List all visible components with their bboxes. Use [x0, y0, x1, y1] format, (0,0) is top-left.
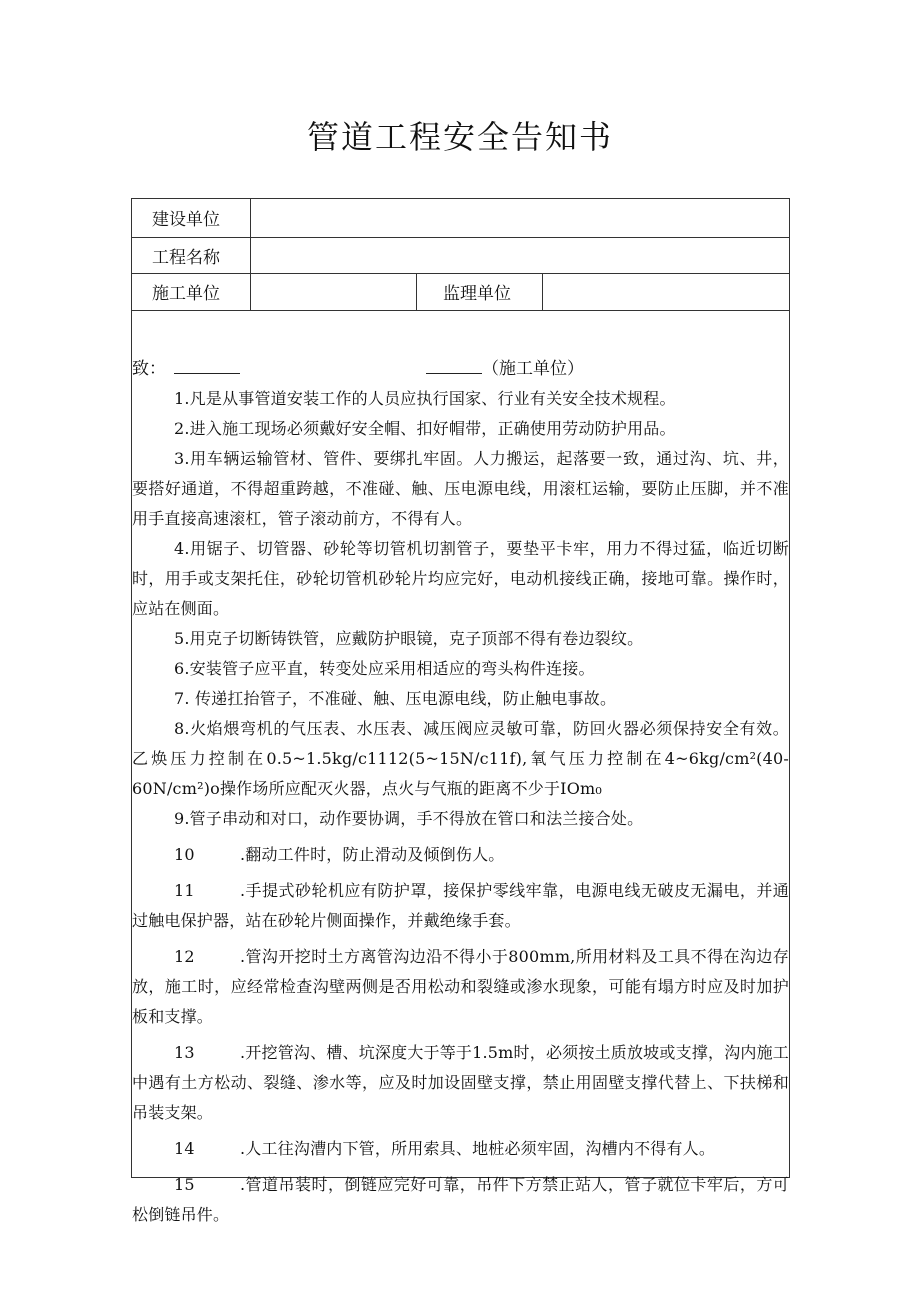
- list-item: 7. 传递扛抬管子，不准碰、触、压电源电线，防止触电事故。: [174, 689, 617, 708]
- addressee-suffix: （施工单位）: [482, 359, 584, 379]
- item-text: .管道吊装时，倒链应完好可靠，吊件下方禁止站人，管子就位卡牢后，方可松倒链吊件。: [132, 1175, 789, 1224]
- item-text: .人工往沟漕内下管，所用索具、地桩必须牢固，沟槽内不得有人。: [240, 1139, 716, 1158]
- list-item: [132, 1134, 789, 1164]
- row-construction-unit: [132, 199, 789, 238]
- notice-body: [132, 310, 789, 1224]
- list-item: 2.进入施工现场必须戴好安全帽、扣好帽带，正确使用劳动防护用品。: [174, 419, 676, 438]
- list-item: [132, 1038, 789, 1128]
- addressee-line: [132, 354, 584, 379]
- construction-unit-field[interactable]: [251, 199, 789, 237]
- item-text: .管沟开挖时土方离管沟边沿不得小于800mm,所用材料及工具不得在沟边存放，施工时，应经常检查沟壁两侧是否用松动和裂缝或渗水现象，可能有塌方时应及时加护板和支撑。: [132, 947, 789, 1026]
- supervision-unit-field[interactable]: [543, 273, 789, 310]
- item-number: 15: [174, 1175, 195, 1194]
- list-item: 3.用车辆运输管材、管件、要绑扎牢固。人力搬运，起落要一致，通过沟、坑、井，要搭好通道，不得超重跨越，不准碰、触、压电源电线，用滚杠运输，要防止压脚，并不准用手直接高速滚杠，管子滚动前方，不得有人。: [132, 449, 789, 528]
- list-item: [132, 840, 789, 870]
- item-number: 12: [174, 947, 195, 966]
- list-item: [132, 1170, 789, 1230]
- addressee-prefix: 致：: [132, 359, 166, 379]
- row-project-name: [132, 237, 789, 274]
- builder-unit-field[interactable]: [251, 273, 416, 310]
- builder-unit-label: 施工单位: [152, 284, 220, 304]
- safety-items: [132, 384, 789, 1230]
- list-item: [132, 942, 789, 1032]
- column-divider: [416, 273, 417, 310]
- addressee-blank-2[interactable]: [426, 357, 482, 374]
- item-number: 13: [174, 1043, 195, 1062]
- list-item: 1.凡是从事管道安装工作的人员应执行国家、行业有关安全技术规程。: [174, 389, 676, 408]
- page-title: 管道工程安全告知书: [306, 118, 613, 156]
- list-item: 5.用克子切断铸铁管，应戴防护眼镜，克子顶部不得有卷边裂纹。: [174, 629, 644, 648]
- row-units: [132, 273, 789, 311]
- construction-unit-label: 建设单位: [152, 210, 220, 230]
- project-name-field[interactable]: [251, 237, 789, 273]
- list-item: [132, 876, 789, 936]
- item-number: 14: [174, 1139, 195, 1158]
- list-item: 6.安装管子应平直，转变处应采用相适应的弯头构件连接。: [174, 659, 595, 678]
- addressee-blank-1[interactable]: [174, 357, 240, 374]
- project-name-label: 工程名称: [152, 248, 220, 268]
- list-item: 9.管子串动和对口，动作要协调，手不得放在管口和法兰接合处。: [174, 809, 644, 828]
- notice-table: [131, 198, 790, 1224]
- item-text: .翻动工件时，防止滑动及倾倒伤人。: [240, 845, 505, 864]
- list-item: 8.火焰煨弯机的气压表、水压表、减压阀应灵敏可靠，防回火器必须保持安全有效。乙焕压力控制在0.5~1.5kg∕c1112(5~15N∕c11f),氧气压力控制在4~6kg∕cm²(40-60N∕cm²)o操作场所应配灭火器，点火与气瓶的距离不少于IOm₀: [132, 719, 789, 798]
- item-text: .手提式砂轮机应有防护罩，接保护零线牢靠，电源电线无破皮无漏电，并通过触电保护器，站在砂轮片侧面操作，并戴绝缘手套。: [132, 881, 789, 930]
- item-number: 10: [174, 845, 195, 864]
- item-number: 11: [174, 881, 195, 900]
- list-item: 4.用锯子、切管器、砂轮等切管机切割管子，要垫平卡牢，用力不得过猛，临近切断时，用手或支架托住，砂轮切管机砂轮片均应完好，电动机接线正确，接地可靠。操作时，应站在侧面。: [132, 539, 789, 618]
- supervision-unit-label: 监理单位: [443, 284, 511, 304]
- item-text: .开挖管沟、槽、坑深度大于等于1.5m时，必须按土质放坡或支撑，沟内施工中遇有土方松动、裂缝、渗水等，应及时加设固壁支撑，禁止用固壁支撑代替上、下扶梯和吊装支架。: [132, 1043, 789, 1122]
